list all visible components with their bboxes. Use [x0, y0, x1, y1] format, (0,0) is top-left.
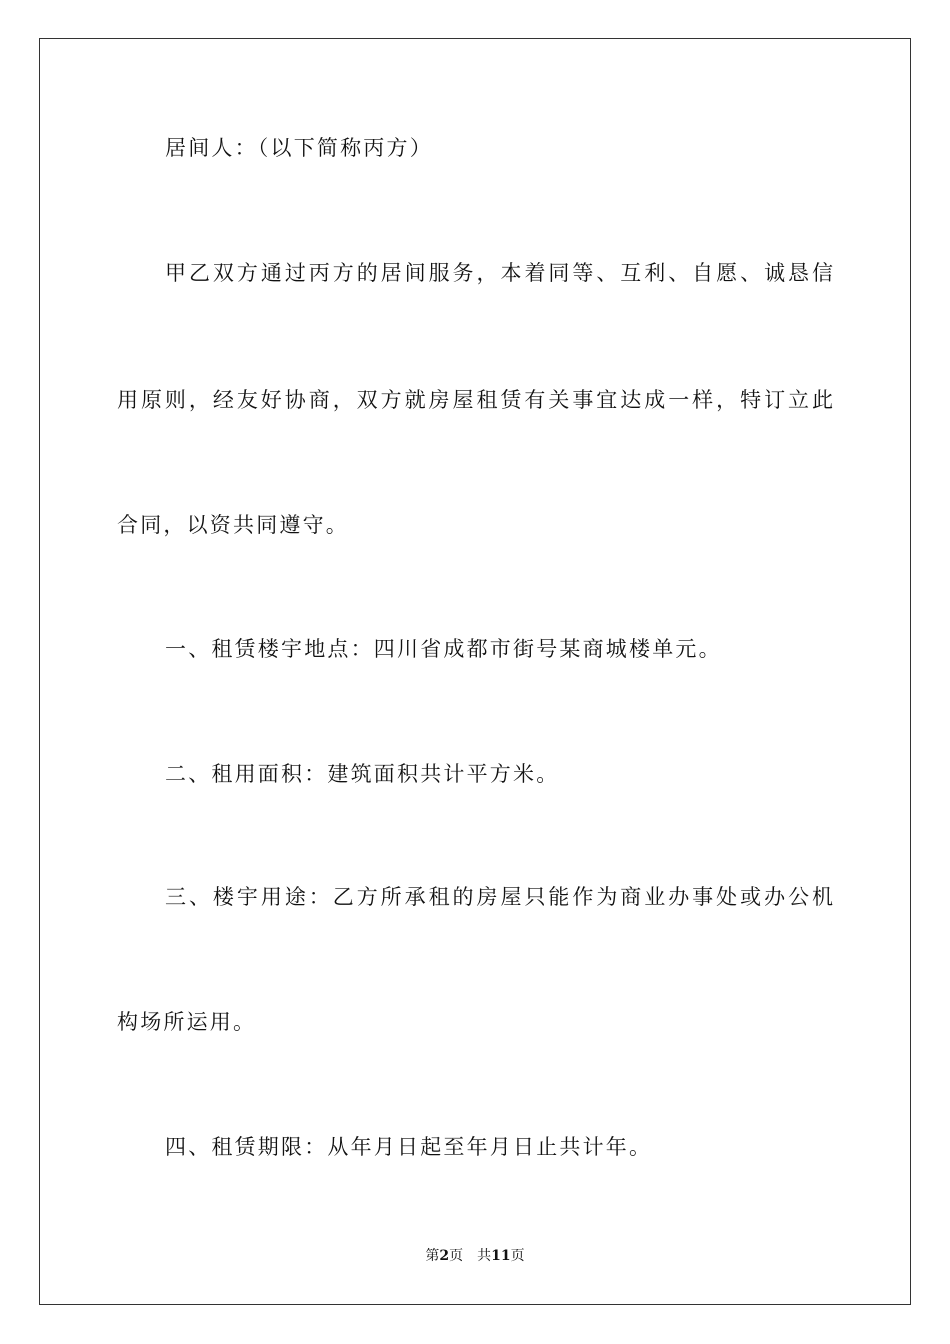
- footer-page-number: 2: [439, 1248, 450, 1264]
- text-line-clause-3a: 三、楼宇用途：乙方所承租的房屋只能作为商业办事处或办公机: [165, 885, 833, 909]
- text-line-clause-4: 四、租赁期限：从年月日起至年月日止共计年。: [165, 1135, 653, 1159]
- footer-total-prefix: 共: [477, 1248, 492, 1264]
- footer-page-prefix: 第: [425, 1248, 440, 1264]
- text-line-preamble-1: 甲乙双方通过丙方的居间服务，本着同等、互利、自愿、诚恳信: [165, 261, 833, 285]
- text-line-clause-1: 一、租赁楼宇地点：四川省成都市街号某商城楼单元。: [165, 637, 722, 661]
- text-line-clause-2: 二、租用面积：建筑面积共计平方米。: [165, 762, 560, 786]
- footer-page-suffix: 页: [449, 1248, 464, 1264]
- page-frame: [39, 38, 911, 1305]
- footer-total-suffix: 页: [510, 1248, 525, 1264]
- text-line-intermediary: 居间人：（以下简称丙方）: [165, 136, 433, 160]
- text-line-preamble-2: 用原则，经友好协商，双方就房屋租赁有关事宜达成一样，特订立此: [117, 388, 833, 412]
- text-line-preamble-3: 合同，以资共同遵守。: [117, 513, 349, 537]
- footer-total-pages: 11: [491, 1248, 511, 1264]
- page-footer: [0, 1247, 950, 1265]
- text-line-clause-3b: 构场所运用。: [117, 1010, 257, 1034]
